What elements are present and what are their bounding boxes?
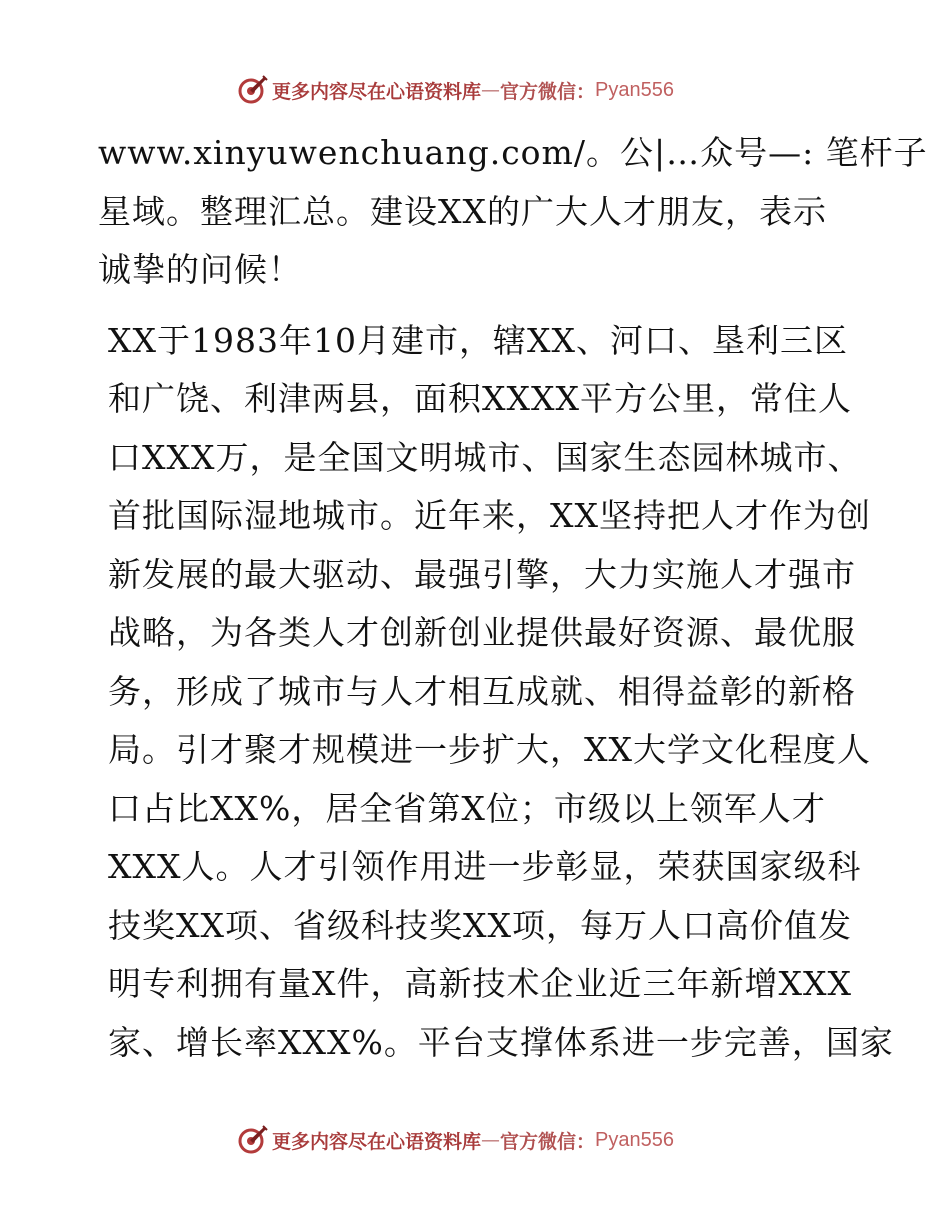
- text-line: 星域。整理汇总。建设XX的广大人才朋友，表示: [98, 191, 827, 231]
- banner-dash: —: [481, 79, 501, 101]
- pen-logo-icon: [236, 74, 268, 106]
- pen-logo-icon: [236, 1124, 268, 1156]
- banner-wechat-id: Pyan556: [595, 78, 674, 101]
- text-line: XXX人。人才引领作用进一步彰显，荣获国家级科: [108, 847, 862, 886]
- footer-banner: [0, 1122, 950, 1158]
- text-line: 技奖XX项、省级科技奖XX项，每万人口高价值发: [108, 905, 852, 945]
- text-line: 局。引才聚才规模进一步扩大，XX大学文化程度人: [108, 730, 871, 769]
- text-line: 新发展的最大驱动、最强引擎，大力实施人才强市: [108, 554, 856, 594]
- banner-dash: —: [481, 1129, 501, 1151]
- text-line: www.xinyuwenchuang.com/。公|…众号—: 笔杆子: [98, 133, 928, 172]
- banner-official-label: 官方微信：: [500, 1130, 596, 1153]
- text-line: 口占比XX%，居全省第X位；市级以上领军人才: [108, 788, 826, 828]
- banner-official-label: 官方微信：: [500, 80, 596, 103]
- text-line: XX于1983年10月建市，辖XX、河口、垦利三区: [108, 320, 848, 360]
- text-line: 明专利拥有量X件，高新技术企业近三年新增XXX: [108, 964, 852, 1003]
- text-line: 家、增长率XXX%。平台支撑体系进一步完善，国家: [108, 1022, 894, 1062]
- text-line: 口XXX万，是全国文明城市、国家生态园林城市、: [108, 437, 862, 477]
- banner-title: 更多内容尽在心语资料库: [272, 1130, 482, 1153]
- banner-title: 更多内容尽在心语资料库: [272, 80, 482, 103]
- paragraph: [98, 312, 894, 1073]
- text-line: 首批国际湿地城市。近年来，XX坚持把人才作为创: [108, 496, 871, 535]
- text-line: 和广饶、利津两县，面积XXXX平方公里，常住人: [108, 379, 852, 418]
- banner-wechat-id: Pyan556: [595, 1128, 674, 1151]
- header-banner: [0, 72, 950, 108]
- text-line: 战略，为各类人才创新创业提供最好资源、最优服: [108, 613, 856, 652]
- text-line: 诚挚的问候！: [98, 250, 302, 289]
- document-body: [98, 124, 928, 1072]
- paragraph: [98, 124, 928, 300]
- text-line: 务，形成了城市与人才相互成就、相得益彰的新格: [108, 671, 856, 711]
